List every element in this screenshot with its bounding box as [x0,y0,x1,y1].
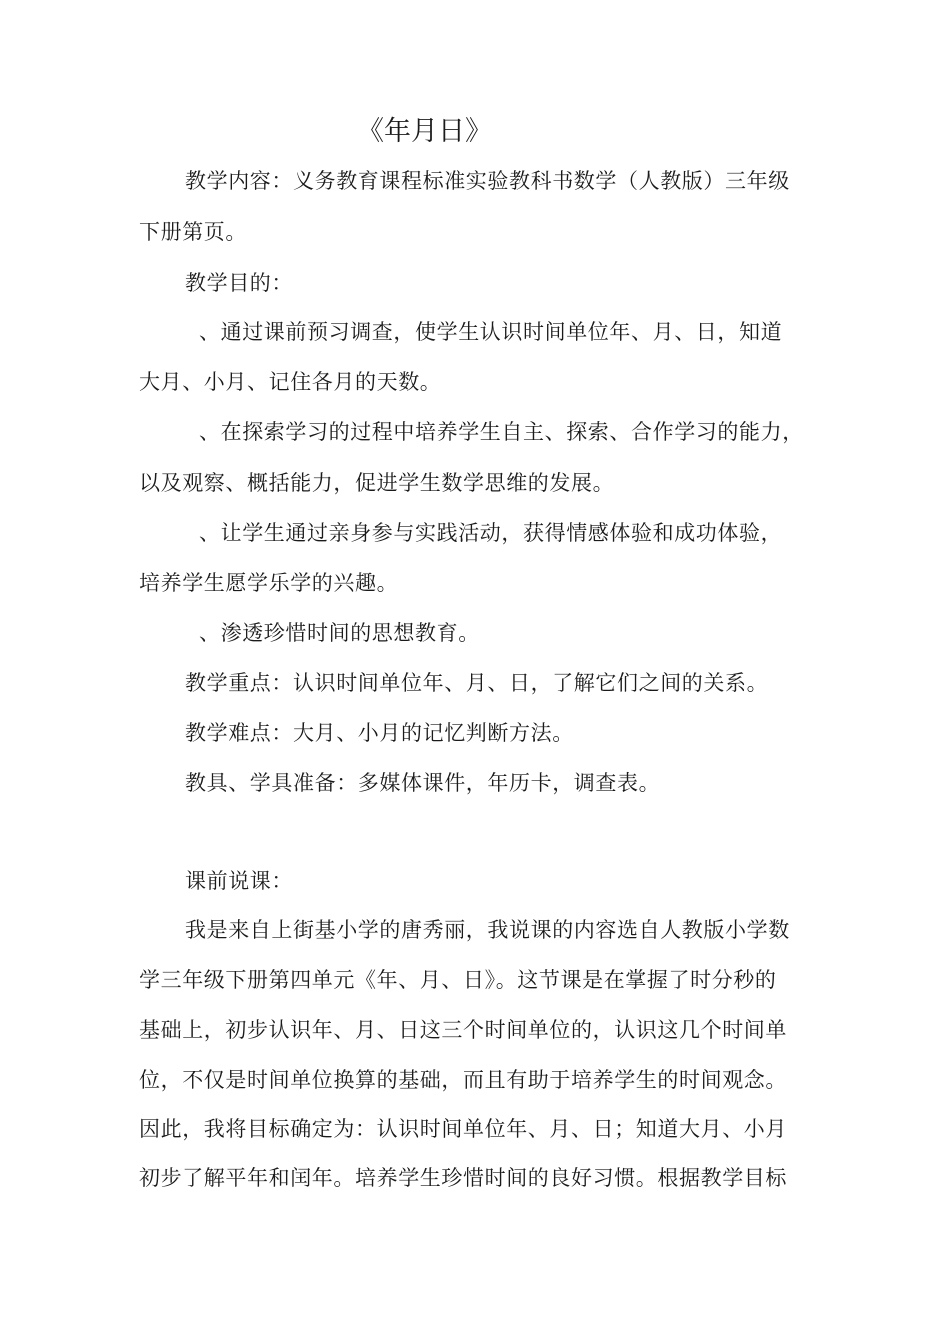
paragraph-line-5: 因此，我将目标确定为：认识时间单位年、月、日；知道大月、小月 [139,1117,787,1141]
pre-class-talk-heading: 课前说课： [185,869,293,893]
teaching-objectives-heading: 教学目的： [185,271,293,295]
difficult-points-line: 教学难点：大月、小月的记忆判断方法。 [185,721,574,745]
teaching-content-line-2: 下册第页。 [139,220,247,244]
objective-2-line-1: 、在探索学习的过程中培养学生自主、探索、合作学习的能力， [199,420,804,444]
objective-1-line-1: 、通过课前预习调查，使学生认识时间单位年、月、日，知道 [199,320,783,344]
paragraph-line-1: 我是来自上街基小学的唐秀丽，我说课的内容选自人教版小学数 [185,918,790,942]
objective-4-line: 、渗透珍惜时间的思想教育。 [199,621,480,645]
objective-2-line-2: 以及观察、概括能力，促进学生数学思维的发展。 [139,471,615,495]
key-points-line: 教学重点：认识时间单位年、月、日，了解它们之间的关系。 [185,671,769,695]
paragraph-line-3: 基础上，初步认识年、月、日这三个时间单位的，认识这几个时间单 [139,1018,787,1042]
paragraph-line-4: 位，不仅是时间单位换算的基础，而且有助于培养学生的时间观念。 [139,1068,787,1092]
paragraph-line-6: 初步了解平年和闰年。培养学生珍惜时间的良好习惯。根据教学目标 [139,1166,787,1190]
teaching-aids-line: 教具、学具准备：多媒体课件，年历卡，调查表。 [185,771,661,795]
document-title: 《年月日》 [357,116,492,147]
teaching-content-line-1: 教学内容：义务教育课程标准实验教科书数学（人教版）三年级 [185,169,790,193]
objective-3-line-1: 、让学生通过亲身参与实践活动，获得情感体验和成功体验， [199,521,783,545]
objective-1-line-2: 大月、小月、记住各月的天数。 [139,370,442,394]
paragraph-line-2: 学三年级下册第四单元《年、月、日》。这节课是在掌握了时分秒的 [139,968,777,992]
objective-3-line-2: 培养学生愿学乐学的兴趣。 [139,571,399,595]
